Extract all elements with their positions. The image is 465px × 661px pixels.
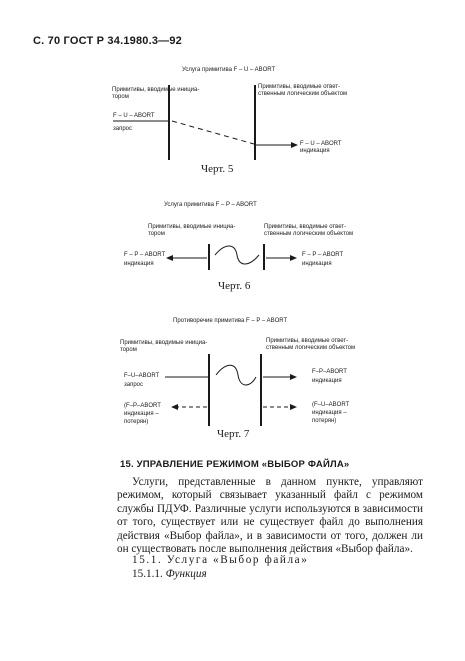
fig6-left-indication-kind: индикация <box>124 261 154 267</box>
subsection-15-1-1 <box>132 568 207 580</box>
fig5-indication-name: F – U – ABORT <box>300 141 342 147</box>
page-header: С. 70 ГОСТ Р 34.1980.3—92 <box>33 35 183 47</box>
section-paragraph-text: Услуги, представленные в данном пункте, управляют режимом, который связывает указанный файл с режимом службы ПДУФ. Различные услуги используются в зависимости от того, существует или не существует файл до выполнения действия «Выбор файла», и в зависимости от того, должен ли он существовать после выполнения действия «Выбор файла». <box>117 476 423 556</box>
fig6-left-indication-name: F – P – ABORT <box>124 252 166 258</box>
fig6-right-indication-kind: индикация <box>302 261 332 267</box>
fig6-wave <box>215 246 259 264</box>
subsection-title: Функция <box>165 568 207 580</box>
fig5-left-note: Примитивы, вводимые инициа- тором <box>112 87 200 100</box>
subsection-number: 15.1.1. <box>132 568 163 580</box>
fig5-request-kind: запрос <box>113 126 133 132</box>
fig7-lost-left-note: потерян) <box>124 419 149 425</box>
fig7-lost-right-note: потерян) <box>312 418 337 424</box>
fig6-diagram <box>167 244 296 270</box>
fig7-left-note: Примитивы, вводимые инициа- тором <box>120 340 208 353</box>
fig5-caption: Черт. 5 <box>201 163 234 175</box>
fig6-right-indication-name: F – P – ABORT <box>302 252 344 258</box>
fig7-request-kind: запрос <box>124 382 144 388</box>
fig5-indication-kind: индикация <box>300 148 330 154</box>
fig7-caption: Черт. 7 <box>217 428 250 440</box>
fig7-lost-right-name: (F–U–ABORT <box>312 402 350 408</box>
fig5-transfer-line <box>172 121 254 144</box>
fig7-title: Противоречие примитива F – P – ABORT <box>173 318 288 324</box>
fig5-right-note: Примитивы, вводимые ответ- ственным логическим объектом <box>258 84 348 97</box>
fig7-diagram <box>165 354 296 426</box>
fig7-wave <box>216 365 256 385</box>
fig7-right-indication-kind: индикация <box>312 378 342 384</box>
fig6-left-note: Примитивы, вводимые инициа- тором <box>148 224 236 237</box>
section-paragraph <box>117 476 423 556</box>
fig6-title: Услуга примитива F – P – ABORT <box>164 202 257 208</box>
fig7-right-note: Примитивы, вводимые ответ- ственным логическим объектом <box>266 338 356 351</box>
fig5-title: Услуга примитива F – U – ABORT <box>182 67 276 73</box>
fig7-lost-right-kind: индикация – <box>312 410 347 416</box>
fig7-right-indication-name: F–P–ABORT <box>312 369 347 375</box>
subsection-15-1: 15.1. Услуга «Выбор файла» <box>132 554 309 566</box>
fig7-lost-left-kind: индикация – <box>124 411 159 417</box>
fig6-right-note: Примитивы, вводимые ответ- ственным логическим объектом <box>264 224 354 237</box>
fig6-caption: Черт. 6 <box>218 280 251 292</box>
fig7-request-name: F–U–ABORT <box>124 373 160 379</box>
fig5-request-name: F – U – ABORT <box>113 113 155 119</box>
section-heading: 15. УПРАВЛЕНИЕ РЕЖИМОМ «ВЫБОР ФАЙЛА» <box>120 459 350 470</box>
fig7-lost-left-name: (F–P–ABORT <box>124 403 161 409</box>
